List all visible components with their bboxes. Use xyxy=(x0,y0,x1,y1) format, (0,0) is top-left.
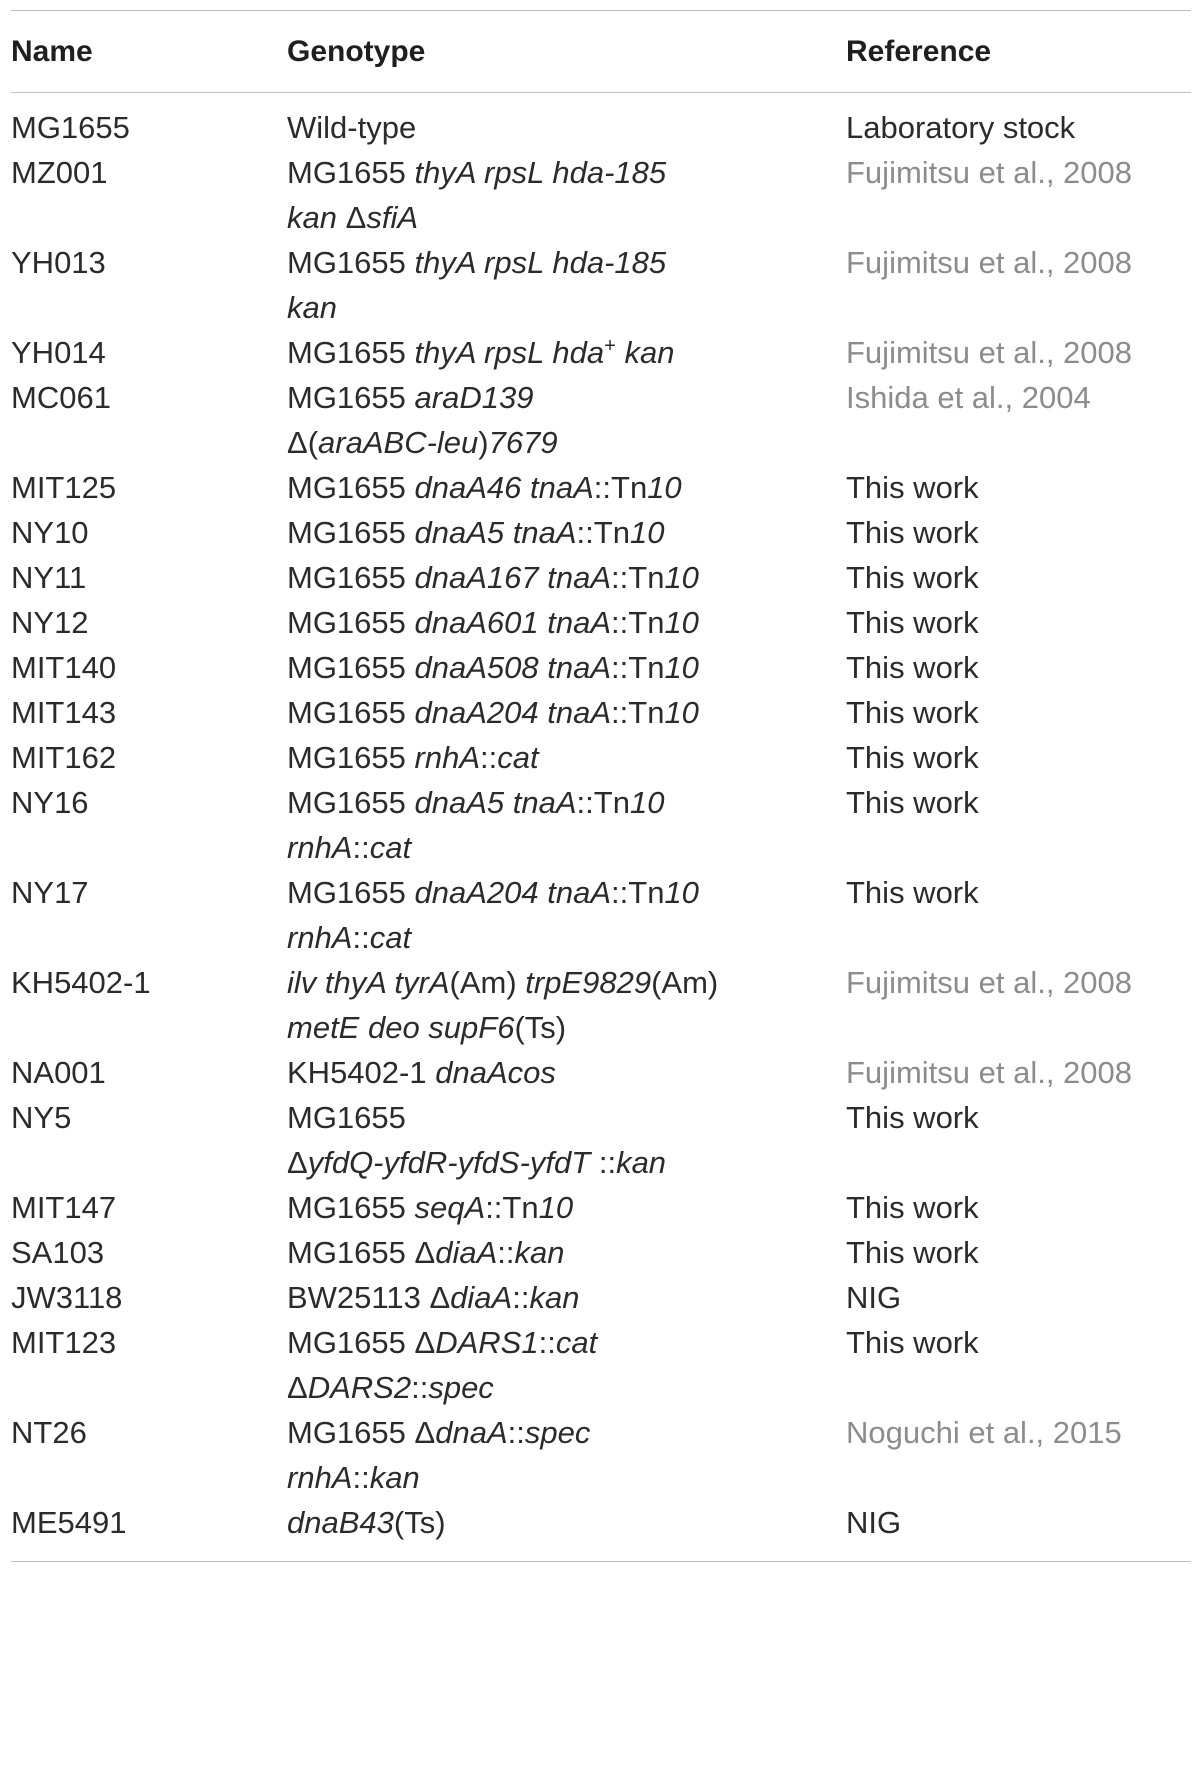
genotype-segment: thyA rpsL hda-185 xyxy=(414,155,667,190)
strain-name-cell: ME5491 xyxy=(11,1505,127,1540)
genotype-segment: 7679 xyxy=(488,425,558,460)
reference-cell: This work xyxy=(846,1235,979,1270)
genotype-segment: :: xyxy=(480,740,498,775)
genotype-segment: MG1655 xyxy=(287,740,415,775)
genotype-segment: ilv thyA tyrA xyxy=(287,965,450,1000)
genotype-segment: 10 xyxy=(664,605,699,640)
genotype-segment: araD139 xyxy=(414,380,534,415)
genotype-segment: rnhA xyxy=(287,830,353,865)
table-row xyxy=(11,105,1191,150)
genotype-segment: 10 xyxy=(629,515,665,550)
genotype-segment: diaA xyxy=(435,1235,498,1270)
genotype-segment: MG1655 xyxy=(287,470,415,505)
reference-link[interactable]: Noguchi et al., 2015 xyxy=(846,1415,1122,1450)
strain-name-cell: MG1655 xyxy=(11,110,130,145)
genotype-segment: ::Tn xyxy=(611,650,665,685)
table-row xyxy=(11,1320,1191,1410)
genotype-segment: thyA rpsL hda xyxy=(414,335,605,370)
genotype-line xyxy=(287,1365,846,1410)
table-row xyxy=(11,150,1191,240)
genotype-segment: MG1655 xyxy=(287,875,415,910)
genotype-segment: cat xyxy=(497,740,539,775)
genotype-segment: MG1655 xyxy=(287,650,415,685)
genotype-segment: ::Tn xyxy=(485,1190,539,1225)
genotype-line xyxy=(287,105,846,150)
genotype-segment: MG1655 xyxy=(287,1190,415,1225)
genotype-cell xyxy=(287,1095,846,1185)
strain-name-cell: KH5402-1 xyxy=(11,965,151,1000)
table-row xyxy=(11,555,1191,600)
genotype-segment: :: xyxy=(598,1145,617,1180)
genotype-segment: MG1655 xyxy=(287,695,415,730)
strain-name-cell: MC061 xyxy=(11,380,111,415)
genotype-line xyxy=(287,555,846,600)
reference-link[interactable]: Fujimitsu et al., 2008 xyxy=(846,335,1133,370)
genotype-segment: (Ts) xyxy=(514,1010,567,1045)
genotype-segment: :: xyxy=(512,1280,530,1315)
genotype-segment: kan xyxy=(616,1145,667,1180)
genotype-cell xyxy=(287,780,846,870)
genotype-segment: metE deo supF6 xyxy=(287,1010,515,1045)
genotype-line xyxy=(287,195,846,240)
table-row xyxy=(11,735,1191,780)
genotype-segment: Wild-type xyxy=(287,110,417,145)
genotype-segment: rnhA xyxy=(287,920,353,955)
genotype-cell xyxy=(287,510,846,555)
genotype-cell xyxy=(287,1500,846,1545)
genotype-segment: MG1655 xyxy=(287,245,415,280)
genotype-segment: MG1655 xyxy=(287,785,415,820)
genotype-cell xyxy=(287,240,846,330)
genotype-segment: sfiA xyxy=(366,200,419,235)
reference-link[interactable]: Ishida et al., 2004 xyxy=(846,380,1091,415)
table-bottom-rule xyxy=(11,1561,1191,1562)
genotype-segment: :: xyxy=(352,1460,370,1495)
genotype-line xyxy=(287,825,846,870)
genotype-segment: (Ts) xyxy=(393,1505,446,1540)
genotype-segment: ::Tn xyxy=(576,515,630,550)
table-row xyxy=(11,1050,1191,1095)
reference-cell: This work xyxy=(846,1100,979,1135)
table-row xyxy=(11,645,1191,690)
genotype-segment: dnaB43 xyxy=(287,1505,394,1540)
column-header-genotype: Genotype xyxy=(287,34,426,68)
genotype-segment: dnaA167 tnaA xyxy=(414,560,612,595)
strain-name-cell: NY17 xyxy=(11,875,89,910)
genotype-cell xyxy=(287,600,846,645)
genotype-cell xyxy=(287,465,846,510)
genotype-segment: MG1655 Δ xyxy=(287,1415,436,1450)
reference-cell: Laboratory stock xyxy=(846,110,1076,145)
table-row xyxy=(11,1095,1191,1185)
reference-cell: This work xyxy=(846,695,979,730)
genotype-segment: 10 xyxy=(664,695,699,730)
reference-cell: This work xyxy=(846,470,979,505)
reference-cell: This work xyxy=(846,1325,979,1360)
genotype-segment: MG1655 xyxy=(287,1100,406,1135)
genotype-segment: diaA xyxy=(450,1280,513,1315)
genotype-segment: seqA xyxy=(414,1190,486,1225)
genotype-cell xyxy=(287,1230,846,1275)
genotype-cell xyxy=(287,960,846,1050)
genotype-segment: MG1655 xyxy=(287,605,415,640)
genotype-segment: yfdQ-yfdR-yfdS-yfdT xyxy=(307,1145,599,1180)
genotype-segment: 10 xyxy=(629,785,665,820)
table-row xyxy=(11,960,1191,1050)
genotype-segment: MG1655 Δ xyxy=(287,1235,436,1270)
reference-cell: This work xyxy=(846,560,979,595)
genotype-segment: ::Tn xyxy=(576,785,630,820)
genotype-segment: thyA rpsL hda-185 xyxy=(414,245,667,280)
strain-name-cell: YH013 xyxy=(11,245,106,280)
genotype-line xyxy=(287,960,846,1005)
genotype-line xyxy=(287,465,846,510)
strain-name-cell: MIT125 xyxy=(11,470,117,505)
strain-name-cell: MIT123 xyxy=(11,1325,117,1360)
table-row xyxy=(11,510,1191,555)
genotype-segment: kan xyxy=(514,1235,565,1270)
genotype-segment: :: xyxy=(497,1235,515,1270)
genotype-segment: Δ( xyxy=(287,425,319,460)
reference-cell: This work xyxy=(846,515,979,550)
genotype-line xyxy=(287,150,846,195)
strain-name-cell: MIT143 xyxy=(11,695,117,730)
strain-name-cell: YH014 xyxy=(11,335,106,370)
table-row xyxy=(11,780,1191,870)
genotype-line xyxy=(287,375,846,420)
genotype-segment: MG1655 xyxy=(287,335,415,370)
genotype-cell xyxy=(287,1320,846,1410)
genotype-line xyxy=(287,1500,846,1545)
genotype-line xyxy=(287,645,846,690)
strain-name-cell: MIT147 xyxy=(11,1190,117,1225)
reference-cell: This work xyxy=(846,650,979,685)
genotype-line xyxy=(287,1095,846,1140)
table-row xyxy=(11,1275,1191,1320)
genotype-segment: dnaA5 tnaA xyxy=(414,515,577,550)
column-header-reference: Reference xyxy=(846,34,992,68)
genotype-segment: ) xyxy=(478,425,489,460)
genotype-line xyxy=(287,780,846,825)
genotype-segment: ::Tn xyxy=(611,605,665,640)
strain-name-cell: NA001 xyxy=(11,1055,106,1090)
genotype-segment: dnaA46 tnaA xyxy=(414,470,594,505)
genotype-cell xyxy=(287,1050,846,1095)
genotype-cell xyxy=(287,645,846,690)
genotype-cell xyxy=(287,1185,846,1230)
genotype-line xyxy=(287,870,846,915)
genotype-segment: :: xyxy=(352,830,370,865)
genotype-segment: cat xyxy=(369,830,412,865)
table-header xyxy=(11,11,1191,92)
table-row xyxy=(11,240,1191,330)
strain-name-cell: NY5 xyxy=(11,1100,72,1135)
genotype-cell xyxy=(287,330,846,375)
genotype-cell xyxy=(287,1410,846,1500)
genotype-segment: trpE9829 xyxy=(525,965,652,1000)
genotype-segment: :: xyxy=(538,1325,556,1360)
strain-name-cell: NT26 xyxy=(11,1415,87,1450)
reference-cell: NIG xyxy=(846,1280,902,1315)
reference-cell: This work xyxy=(846,875,979,910)
genotype-segment: DARS1 xyxy=(435,1325,539,1360)
genotype-segment: :: xyxy=(352,920,370,955)
genotype-cell xyxy=(287,1275,846,1320)
table-body xyxy=(11,93,1191,1561)
table-row xyxy=(11,330,1191,375)
strain-name-cell: MIT140 xyxy=(11,650,117,685)
genotype-line xyxy=(287,240,846,285)
genotype-line xyxy=(287,1005,846,1050)
genotype-segment: 10 xyxy=(538,1190,574,1225)
genotype-cell xyxy=(287,150,846,240)
genotype-line xyxy=(287,1050,846,1095)
genotype-segment: :: xyxy=(507,1415,525,1450)
genotype-line xyxy=(287,1185,846,1230)
genotype-segment: + xyxy=(604,334,616,357)
genotype-line xyxy=(287,600,846,645)
table-row xyxy=(11,690,1191,735)
genotype-segment: kan xyxy=(529,1280,580,1315)
strain-table xyxy=(11,10,1191,1562)
table-row xyxy=(11,1410,1191,1500)
genotype-segment: 10 xyxy=(647,470,682,505)
reference-cell: This work xyxy=(846,740,979,775)
genotype-segment: dnaA508 tnaA xyxy=(414,650,612,685)
genotype-segment: spec xyxy=(524,1415,591,1450)
genotype-line xyxy=(287,690,846,735)
genotype-line xyxy=(287,420,846,465)
genotype-segment: ::Tn xyxy=(611,560,665,595)
strain-name-cell: NY16 xyxy=(11,785,89,820)
genotype-segment: dnaAcos xyxy=(435,1055,556,1090)
genotype-segment: 10 xyxy=(664,650,699,685)
genotype-segment: MG1655 xyxy=(287,515,415,550)
genotype-segment: (Am) xyxy=(651,965,719,1000)
genotype-line xyxy=(287,1320,846,1365)
genotype-segment: :: xyxy=(411,1370,429,1405)
table-row xyxy=(11,1230,1191,1275)
reference-link[interactable]: Fujimitsu et al., 2008 xyxy=(846,965,1133,1000)
genotype-line xyxy=(287,915,846,960)
strain-name-cell: NY10 xyxy=(11,515,89,550)
genotype-segment: Δ xyxy=(287,1370,308,1405)
genotype-segment: KH5402-1 xyxy=(287,1055,436,1090)
genotype-segment: kan xyxy=(615,335,675,370)
genotype-line xyxy=(287,735,846,780)
genotype-segment: kan xyxy=(287,200,346,235)
genotype-line xyxy=(287,330,846,375)
genotype-segment: ::Tn xyxy=(593,470,648,505)
genotype-segment: MG1655 xyxy=(287,560,415,595)
genotype-segment: dnaA204 tnaA xyxy=(414,695,612,730)
genotype-line xyxy=(287,1410,846,1455)
genotype-cell xyxy=(287,735,846,780)
genotype-segment: dnaA601 tnaA xyxy=(414,605,612,640)
reference-cell: NIG xyxy=(846,1505,902,1540)
genotype-cell xyxy=(287,870,846,960)
genotype-line xyxy=(287,1140,846,1185)
strain-name-cell: MZ001 xyxy=(11,155,108,190)
genotype-segment: cat xyxy=(369,920,412,955)
genotype-segment: Δ xyxy=(345,200,367,235)
reference-link[interactable]: Fujimitsu et al., 2008 xyxy=(846,1055,1133,1090)
genotype-line xyxy=(287,1455,846,1500)
column-header-name: Name xyxy=(11,34,93,68)
reference-link[interactable]: Fujimitsu et al., 2008 xyxy=(846,155,1133,190)
strain-name-cell: MIT162 xyxy=(11,740,117,775)
genotype-cell xyxy=(287,690,846,735)
genotype-segment: rnhA xyxy=(287,1460,353,1495)
genotype-segment: BW25113 Δ xyxy=(287,1280,451,1315)
genotype-segment: ::Tn xyxy=(611,875,665,910)
genotype-segment: spec xyxy=(428,1370,494,1405)
table-row xyxy=(11,465,1191,510)
genotype-cell xyxy=(287,105,846,150)
genotype-segment: ::Tn xyxy=(611,695,665,730)
reference-link[interactable]: Fujimitsu et al., 2008 xyxy=(846,245,1133,280)
genotype-segment: cat xyxy=(555,1325,598,1360)
reference-cell: This work xyxy=(846,785,979,820)
reference-cell: This work xyxy=(846,605,979,640)
genotype-segment: dnaA xyxy=(435,1415,508,1450)
genotype-segment: rnhA xyxy=(414,740,480,775)
table-row xyxy=(11,600,1191,645)
table-row xyxy=(11,375,1191,465)
genotype-line xyxy=(287,1275,846,1320)
genotype-line xyxy=(287,285,846,330)
strain-name-cell: JW3118 xyxy=(11,1280,123,1315)
genotype-segment: Δ xyxy=(287,1145,308,1180)
genotype-segment: MG1655 xyxy=(287,155,415,190)
genotype-segment: 10 xyxy=(664,560,699,595)
genotype-segment: MG1655 xyxy=(287,380,415,415)
genotype-segment: DARS2 xyxy=(307,1370,412,1405)
genotype-line xyxy=(287,510,846,555)
genotype-line xyxy=(287,1230,846,1275)
genotype-cell xyxy=(287,375,846,465)
genotype-segment: MG1655 Δ xyxy=(287,1325,436,1360)
table-row xyxy=(11,870,1191,960)
table-row xyxy=(11,1185,1191,1230)
strain-name-cell: NY11 xyxy=(11,560,87,595)
genotype-segment: (Am) xyxy=(449,965,526,1000)
genotype-segment: 10 xyxy=(664,875,699,910)
genotype-cell xyxy=(287,555,846,600)
reference-cell: This work xyxy=(846,1190,979,1225)
strain-name-cell: NY12 xyxy=(11,605,89,640)
genotype-segment: dnaA5 tnaA xyxy=(414,785,577,820)
table-row xyxy=(11,1500,1191,1545)
genotype-segment: dnaA204 tnaA xyxy=(414,875,612,910)
genotype-segment: kan xyxy=(369,1460,420,1495)
genotype-segment: kan xyxy=(287,290,337,325)
genotype-segment: araABC-leu xyxy=(318,425,479,460)
strain-name-cell: SA103 xyxy=(11,1235,105,1270)
